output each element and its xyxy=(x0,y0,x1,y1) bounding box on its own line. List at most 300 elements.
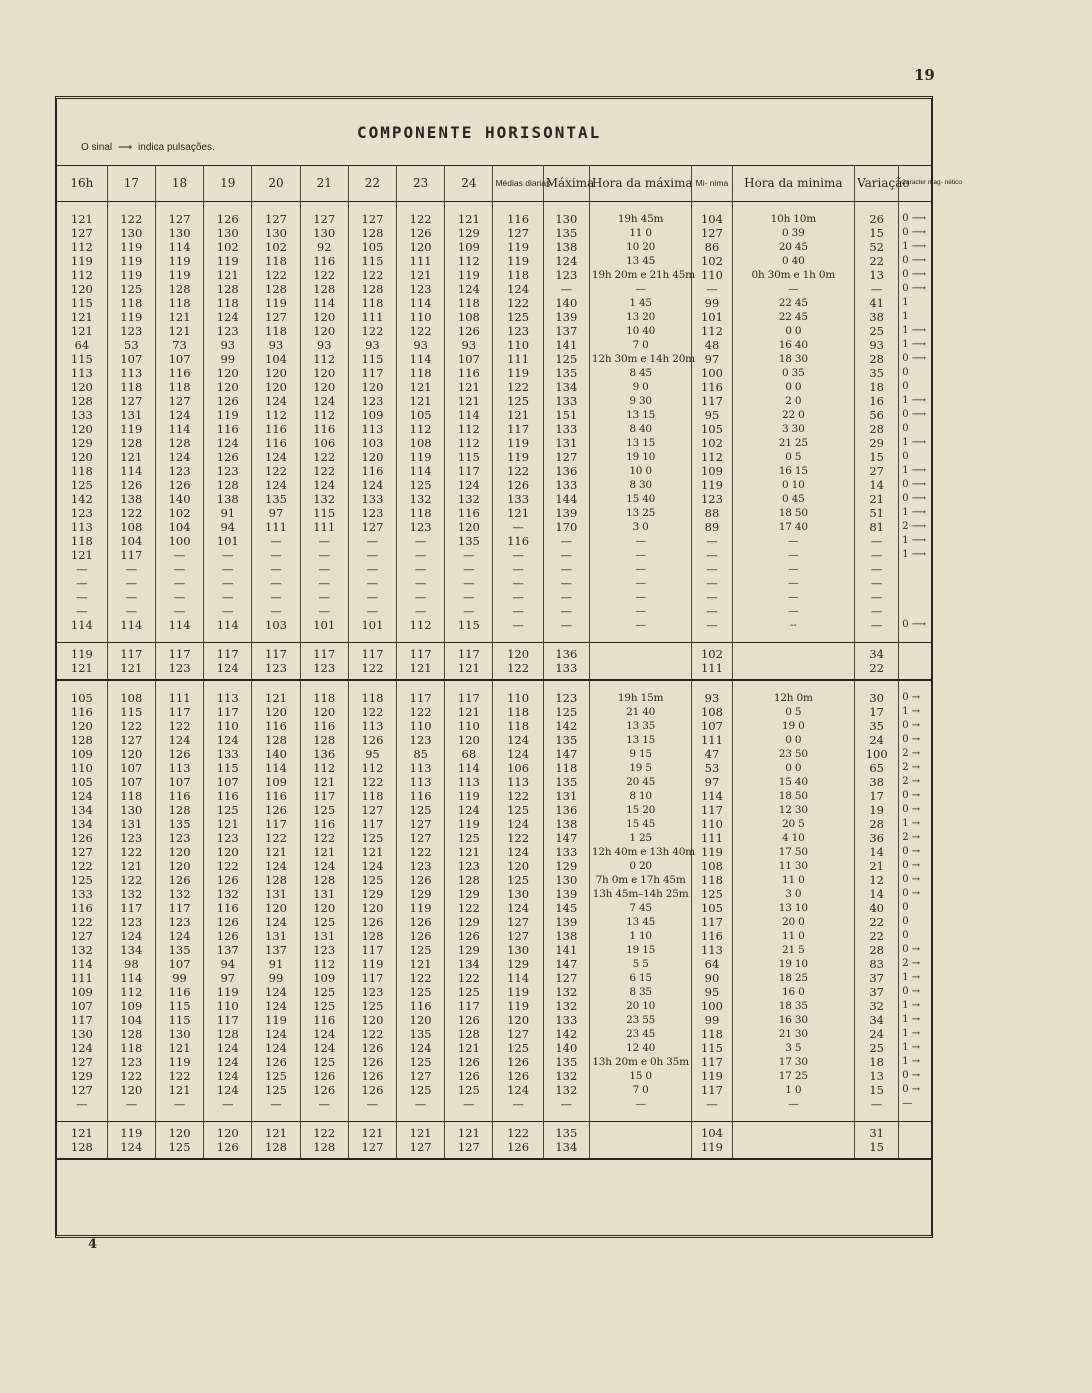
table-row xyxy=(57,618,931,632)
table-cell: 124 xyxy=(155,450,203,464)
table-cell: 124 xyxy=(204,436,252,450)
table-cell: 127 xyxy=(348,1140,396,1159)
table-cell: 122 xyxy=(107,719,155,733)
table-cell: 111 xyxy=(692,831,732,845)
table-cell: 114 xyxy=(107,971,155,985)
table-cell: — xyxy=(589,282,691,296)
table-cell: — xyxy=(589,576,691,590)
table-cell: 105 xyxy=(397,408,445,422)
table-cell: 124 xyxy=(252,859,300,873)
table-cell: 125 xyxy=(300,803,348,817)
table-cell: 114 xyxy=(107,464,155,478)
table-row xyxy=(57,859,931,873)
table-cell: 123 xyxy=(70,506,93,520)
table-cell: 25 xyxy=(855,1041,899,1055)
table-cell: 123 xyxy=(543,691,589,705)
table-cell: — xyxy=(348,1097,396,1111)
table-cell: 126 xyxy=(252,803,300,817)
table-row xyxy=(57,408,931,422)
table-cell: 125 xyxy=(692,887,732,901)
table-cell: 132 xyxy=(543,985,589,999)
table-cell: 122 xyxy=(493,464,543,478)
table-cell: 105 xyxy=(70,691,93,705)
table-cell: 114 xyxy=(397,464,445,478)
table-cell: 13 35 xyxy=(589,719,691,733)
table-cell: 115 xyxy=(70,352,93,366)
table-cell: 125 xyxy=(155,1140,203,1159)
table-cell: 17 25 xyxy=(732,1069,855,1083)
table-cell: 121 xyxy=(252,845,300,859)
table-cell xyxy=(899,590,931,604)
table-cell: 117 xyxy=(252,817,300,831)
table-cell: 127 xyxy=(397,831,445,845)
table-cell: 118 xyxy=(692,1027,732,1041)
table-cell: 138 xyxy=(543,240,589,254)
table-cell: 126 xyxy=(300,1083,348,1097)
table-cell: 139 xyxy=(543,915,589,929)
table-cell: 0 ⟶ xyxy=(899,408,931,422)
table-cell: 0 → xyxy=(899,873,931,887)
table-cell: 40 xyxy=(855,901,899,915)
arrow-icon: ⟶ xyxy=(117,142,133,153)
table-cell: 122 xyxy=(493,380,543,394)
table-cell: 122 xyxy=(107,506,155,520)
table-cell: 105 xyxy=(70,775,93,789)
table-cell: 0 ⟶ xyxy=(899,492,931,506)
table-cell: 2 → xyxy=(899,775,931,789)
table-cell: 127 xyxy=(70,1055,93,1069)
table-cell: 131 xyxy=(543,436,589,450)
table-cell: 0 45 xyxy=(732,492,855,506)
table-cell: — xyxy=(692,548,732,562)
table-cell xyxy=(899,604,931,618)
table-cell: 144 xyxy=(543,492,589,506)
table-cell: 128 xyxy=(445,873,493,887)
table-row xyxy=(57,775,931,789)
table-cell: 19h 45m xyxy=(589,212,691,226)
table-cell: 117 xyxy=(107,548,155,562)
table-cell: 132 xyxy=(204,887,252,901)
table-cell: 114 xyxy=(692,789,732,803)
table-cell: 16 40 xyxy=(732,338,855,352)
table-cell: 0 xyxy=(899,450,931,464)
table-cell: 12h 30m e 14h 20m xyxy=(589,352,691,366)
table-cell: 22 45 xyxy=(732,310,855,324)
table-cell: 21 25 xyxy=(732,436,855,450)
table-cell: 127 xyxy=(252,212,300,226)
table-cell: 3 5 xyxy=(732,1041,855,1055)
spacer-cell xyxy=(300,1111,348,1122)
table-cell: 126 xyxy=(204,1140,252,1159)
table-cell: 124 xyxy=(204,661,252,680)
table-cell: 38 xyxy=(855,310,899,324)
table-cell: 0 0 xyxy=(732,324,855,338)
table-cell: 129 xyxy=(445,226,493,240)
table-cell: 37 xyxy=(855,985,899,999)
table-cell: 120 xyxy=(70,719,93,733)
spacer-cell xyxy=(589,632,691,643)
table-cell: 130 xyxy=(107,226,155,240)
table-cell: 127 xyxy=(493,1027,543,1041)
table-cell: 124 xyxy=(204,1055,252,1069)
table-cell: 121 xyxy=(155,1041,203,1055)
table-cell: 129 xyxy=(70,436,93,450)
table-cell: 128 xyxy=(300,282,348,296)
table-cell: 0 → xyxy=(899,943,931,957)
table-cell: 141 xyxy=(543,338,589,352)
table-cell: 118 xyxy=(543,761,589,775)
table-cell xyxy=(732,661,855,680)
table-cell: 110 xyxy=(397,719,445,733)
table-cell: 124 xyxy=(300,478,348,492)
table-cell: 120 xyxy=(252,901,300,915)
table-cell: 1 xyxy=(899,296,931,310)
table-cell: 111 xyxy=(300,520,348,534)
table-cell: 124 xyxy=(493,1083,543,1097)
table-cell: 133 xyxy=(70,887,93,901)
table-cell: 135 xyxy=(543,1055,589,1069)
table-cell: 124 xyxy=(70,1041,93,1055)
table-cell: 124 xyxy=(252,478,300,492)
table-cell: 0h 30m e 1h 0m xyxy=(732,268,855,282)
table-cell: 99 xyxy=(252,971,300,985)
table-cell xyxy=(899,562,931,576)
table-cell: 31 xyxy=(855,1122,899,1141)
table-cell: 132 xyxy=(543,999,589,1013)
table-cell: 124 xyxy=(493,817,543,831)
table-cell: 4 10 xyxy=(732,831,855,845)
table-cell: 119 xyxy=(493,240,543,254)
table-cell: 124 xyxy=(252,1027,300,1041)
spacer-cell xyxy=(300,680,348,691)
table-cell: 118 xyxy=(348,789,396,803)
table-cell xyxy=(589,1140,691,1159)
table-cell: — xyxy=(300,590,348,604)
table-cell: 132 xyxy=(70,943,93,957)
table-cell: 117 xyxy=(348,817,396,831)
table-cell: 119 xyxy=(107,240,155,254)
table-cell: 3 30 xyxy=(732,422,855,436)
table-cell: 0 ⟶ xyxy=(899,268,931,282)
table-cell: 125 xyxy=(300,985,348,999)
table-cell: 136 xyxy=(543,803,589,817)
table-cell: — xyxy=(252,562,300,576)
title-row xyxy=(57,99,931,166)
table-cell: 107 xyxy=(107,775,155,789)
table-cell: — xyxy=(692,534,732,548)
table-cell: — xyxy=(543,604,589,618)
table-cell: — xyxy=(445,562,493,576)
table-cell: — xyxy=(204,1097,252,1111)
spacer-cell xyxy=(445,202,493,213)
table-cell: 90 xyxy=(692,971,732,985)
table-cell: 111 xyxy=(692,661,732,680)
table-cell: 130 xyxy=(155,1027,203,1041)
table-cell: 118 xyxy=(493,719,543,733)
table-cell: 17 40 xyxy=(732,520,855,534)
spacer-row xyxy=(57,1111,931,1122)
table-cell: 119 xyxy=(493,985,543,999)
table-cell: 112 xyxy=(348,761,396,775)
table-cell: 99 xyxy=(155,971,203,985)
table-cell: 116 xyxy=(300,254,348,268)
table-cell: — xyxy=(348,576,396,590)
table-cell: 121 xyxy=(155,310,203,324)
table-cell: 127 xyxy=(493,929,543,943)
table-cell xyxy=(732,1122,855,1141)
table-cell: 8 30 xyxy=(589,478,691,492)
table-cell: 125 xyxy=(252,1069,300,1083)
table-cell: 116 xyxy=(155,789,203,803)
spacer-cell xyxy=(348,1111,396,1122)
spacer-cell xyxy=(252,632,300,643)
table-cell: 120 xyxy=(252,705,300,719)
spacer-cell xyxy=(899,680,931,691)
table-cell: 111 xyxy=(155,691,203,705)
spacer-cell xyxy=(348,632,396,643)
table-cell: 94 xyxy=(204,520,252,534)
table-cell: 19 5 xyxy=(589,761,691,775)
table-cell: 109 xyxy=(348,408,396,422)
table-row xyxy=(57,817,931,831)
table-cell: — xyxy=(155,548,203,562)
table-cell: 109 xyxy=(107,999,155,1013)
table-cell: — xyxy=(855,562,899,576)
table-cell: 125 xyxy=(445,831,493,845)
table-cell: 120 xyxy=(300,901,348,915)
table-cell: 99 xyxy=(204,352,252,366)
table-row xyxy=(57,380,931,394)
table-cell: 1 45 xyxy=(589,296,691,310)
table-cell: 20 0 xyxy=(732,915,855,929)
table-cell: 127 xyxy=(397,1069,445,1083)
table-cell: 119 xyxy=(493,436,543,450)
table-cell: 124 xyxy=(107,1140,155,1159)
table-cell: 120 xyxy=(493,1013,543,1027)
table-cell: 132 xyxy=(543,1083,589,1097)
table-cell: — xyxy=(589,548,691,562)
table-cell: 93 xyxy=(397,338,445,352)
table-cell: 30 xyxy=(855,691,899,705)
table-cell: 11 30 xyxy=(732,859,855,873)
spacer-cell xyxy=(204,1111,252,1122)
table-cell: 121 xyxy=(107,859,155,873)
table-cell: 0 0 xyxy=(732,733,855,747)
table-cell: 129 xyxy=(445,915,493,929)
table-cell: 22 xyxy=(855,915,899,929)
table-cell: 28 xyxy=(855,943,899,957)
table-cell: 128 xyxy=(204,478,252,492)
table-cell: 14 xyxy=(855,887,899,901)
table-cell: 127 xyxy=(493,915,543,929)
table-cell: 128 xyxy=(155,436,203,450)
table-cell: 137 xyxy=(204,943,252,957)
spacer-cell xyxy=(204,680,252,691)
table-cell: 2 → xyxy=(899,957,931,971)
table-cell: 52 xyxy=(855,240,899,254)
table-cell: 0 → xyxy=(899,691,931,705)
table-cell: 122 xyxy=(348,1027,396,1041)
table-cell: 119 xyxy=(493,999,543,1013)
table-cell: 133 xyxy=(543,394,589,408)
table-cell: 127 xyxy=(348,212,396,226)
table-cell: 0 10 xyxy=(732,478,855,492)
table-cell: 88 xyxy=(692,506,732,520)
table-cell: 120 xyxy=(70,422,93,436)
table-cell: 123 xyxy=(107,1055,155,1069)
table-row xyxy=(57,719,931,733)
table-cell: 15 0 xyxy=(589,1069,691,1083)
table-row xyxy=(57,943,931,957)
table-row xyxy=(57,831,931,845)
table-cell: 19 xyxy=(855,803,899,817)
table-cell: 125 xyxy=(397,478,445,492)
table-cell: 125 xyxy=(397,1055,445,1069)
spacer-cell xyxy=(252,202,300,213)
table-cell: 120 xyxy=(300,366,348,380)
column-header: 23 xyxy=(397,165,445,202)
table-cell: 97 xyxy=(204,971,252,985)
spacer-cell xyxy=(855,632,899,643)
table-cell: 131 xyxy=(107,817,155,831)
table-cell: 2 → xyxy=(899,831,931,845)
table-cell: — xyxy=(252,604,300,618)
table-cell: 105 xyxy=(348,240,396,254)
table-cell: 121 xyxy=(57,661,107,680)
table-cell: — xyxy=(397,548,445,562)
table-cell: 125 xyxy=(543,705,589,719)
table-cell: 117 xyxy=(107,901,155,915)
table-cell: 0 → xyxy=(899,733,931,747)
column-header: 24 xyxy=(445,165,493,202)
table-cell: 115 xyxy=(155,1013,203,1027)
spacer-cell xyxy=(855,680,899,691)
table-cell: 122 xyxy=(252,831,300,845)
table-cell: 18 25 xyxy=(732,971,855,985)
table-cell: — xyxy=(899,1097,931,1111)
table-cell: — xyxy=(348,590,396,604)
table-cell: 101 xyxy=(348,618,396,632)
spacer-cell xyxy=(397,202,445,213)
table-cell: 3 0 xyxy=(589,520,691,534)
table-cell: 127 xyxy=(397,1140,445,1159)
spacer-cell xyxy=(855,1111,899,1122)
table-cell: — xyxy=(204,548,252,562)
table-cell: 104 xyxy=(692,212,732,226)
table-cell: 120 xyxy=(397,1013,445,1027)
spacer-cell xyxy=(692,632,732,643)
table-cell: 117 xyxy=(155,643,203,662)
table-cell: 127 xyxy=(155,212,203,226)
table-cell: 133 xyxy=(493,492,543,506)
table-cell: — xyxy=(76,604,88,618)
table-cell: — xyxy=(397,590,445,604)
table-cell: 110 xyxy=(204,999,252,1013)
table-cell: 116 xyxy=(155,985,203,999)
table-cell: 113 xyxy=(692,943,732,957)
table-cell: 128 xyxy=(107,436,155,450)
table-cell: 119 xyxy=(252,1013,300,1027)
table-cell: 108 xyxy=(107,691,155,705)
table-row xyxy=(57,352,931,366)
table-cell: 11 0 xyxy=(732,929,855,943)
table-cell: 126 xyxy=(348,733,396,747)
table-cell: 120 xyxy=(445,520,493,534)
table-cell: — xyxy=(589,618,691,632)
table-cell: — xyxy=(855,1097,899,1111)
table-cell: 101 xyxy=(204,534,252,548)
table-row xyxy=(57,999,931,1013)
table-cell: 127 xyxy=(348,520,396,534)
table-row xyxy=(57,691,931,705)
table-cell: 130 xyxy=(70,1027,93,1041)
table-cell: 1 → xyxy=(899,1041,931,1055)
spacer-cell xyxy=(732,202,855,213)
table-cell: 104 xyxy=(155,520,203,534)
spacer-cell xyxy=(155,632,203,643)
table-cell xyxy=(732,1140,855,1159)
table-row xyxy=(57,464,931,478)
spacer-cell xyxy=(107,1111,155,1122)
table-cell xyxy=(899,1122,931,1141)
table-cell: 8 35 xyxy=(589,985,691,999)
table-cell: 117 xyxy=(348,366,396,380)
table-cell: 119 xyxy=(107,268,155,282)
table-cell: 122 xyxy=(348,324,396,338)
table-cell: 107 xyxy=(155,352,203,366)
table-cell: 2 ⟶ xyxy=(899,520,931,534)
table-cell: 120 xyxy=(252,380,300,394)
table-cell: 111 xyxy=(692,733,732,747)
table-cell: 124 xyxy=(300,1027,348,1041)
table-cell: 128 xyxy=(348,282,396,296)
table-cell: 98 xyxy=(107,957,155,971)
table-cell: 115 xyxy=(300,506,348,520)
table-cell: 140 xyxy=(252,747,300,761)
table-cell: 117 xyxy=(252,643,300,662)
table-cell: 15 xyxy=(855,1083,899,1097)
table-cell: 1 ⟶ xyxy=(899,534,931,548)
table-cell: 121 xyxy=(155,1083,203,1097)
table-cell: 29 xyxy=(855,436,899,450)
table-cell: 105 xyxy=(692,422,732,436)
table-cell: — xyxy=(204,590,252,604)
table-cell: 115 xyxy=(107,705,155,719)
table-cell: 13 15 xyxy=(589,408,691,422)
spacer-cell xyxy=(692,1111,732,1122)
table-cell: 23 50 xyxy=(732,747,855,761)
table-row xyxy=(57,1027,931,1041)
table-cell: 147 xyxy=(543,831,589,845)
table-row xyxy=(57,1097,931,1111)
table-cell: 121 xyxy=(445,1041,493,1055)
table-cell: 114 xyxy=(397,296,445,310)
table-cell: 127 xyxy=(107,733,155,747)
table-cell: 0 xyxy=(899,915,931,929)
table-cell: 10 0 xyxy=(589,464,691,478)
table-cell: 125 xyxy=(493,873,543,887)
table-cell: 123 xyxy=(397,859,445,873)
table-cell: 118 xyxy=(155,296,203,310)
table-cell: 108 xyxy=(107,520,155,534)
table-cell: 10 40 xyxy=(589,324,691,338)
table-cell: 1 ⟶ xyxy=(899,464,931,478)
table-cell: 134 xyxy=(70,803,93,817)
table-cell: 135 xyxy=(543,226,589,240)
table-cell: 130 xyxy=(107,803,155,817)
table-cell: 118 xyxy=(252,254,300,268)
table-cell: 112 xyxy=(692,324,732,338)
